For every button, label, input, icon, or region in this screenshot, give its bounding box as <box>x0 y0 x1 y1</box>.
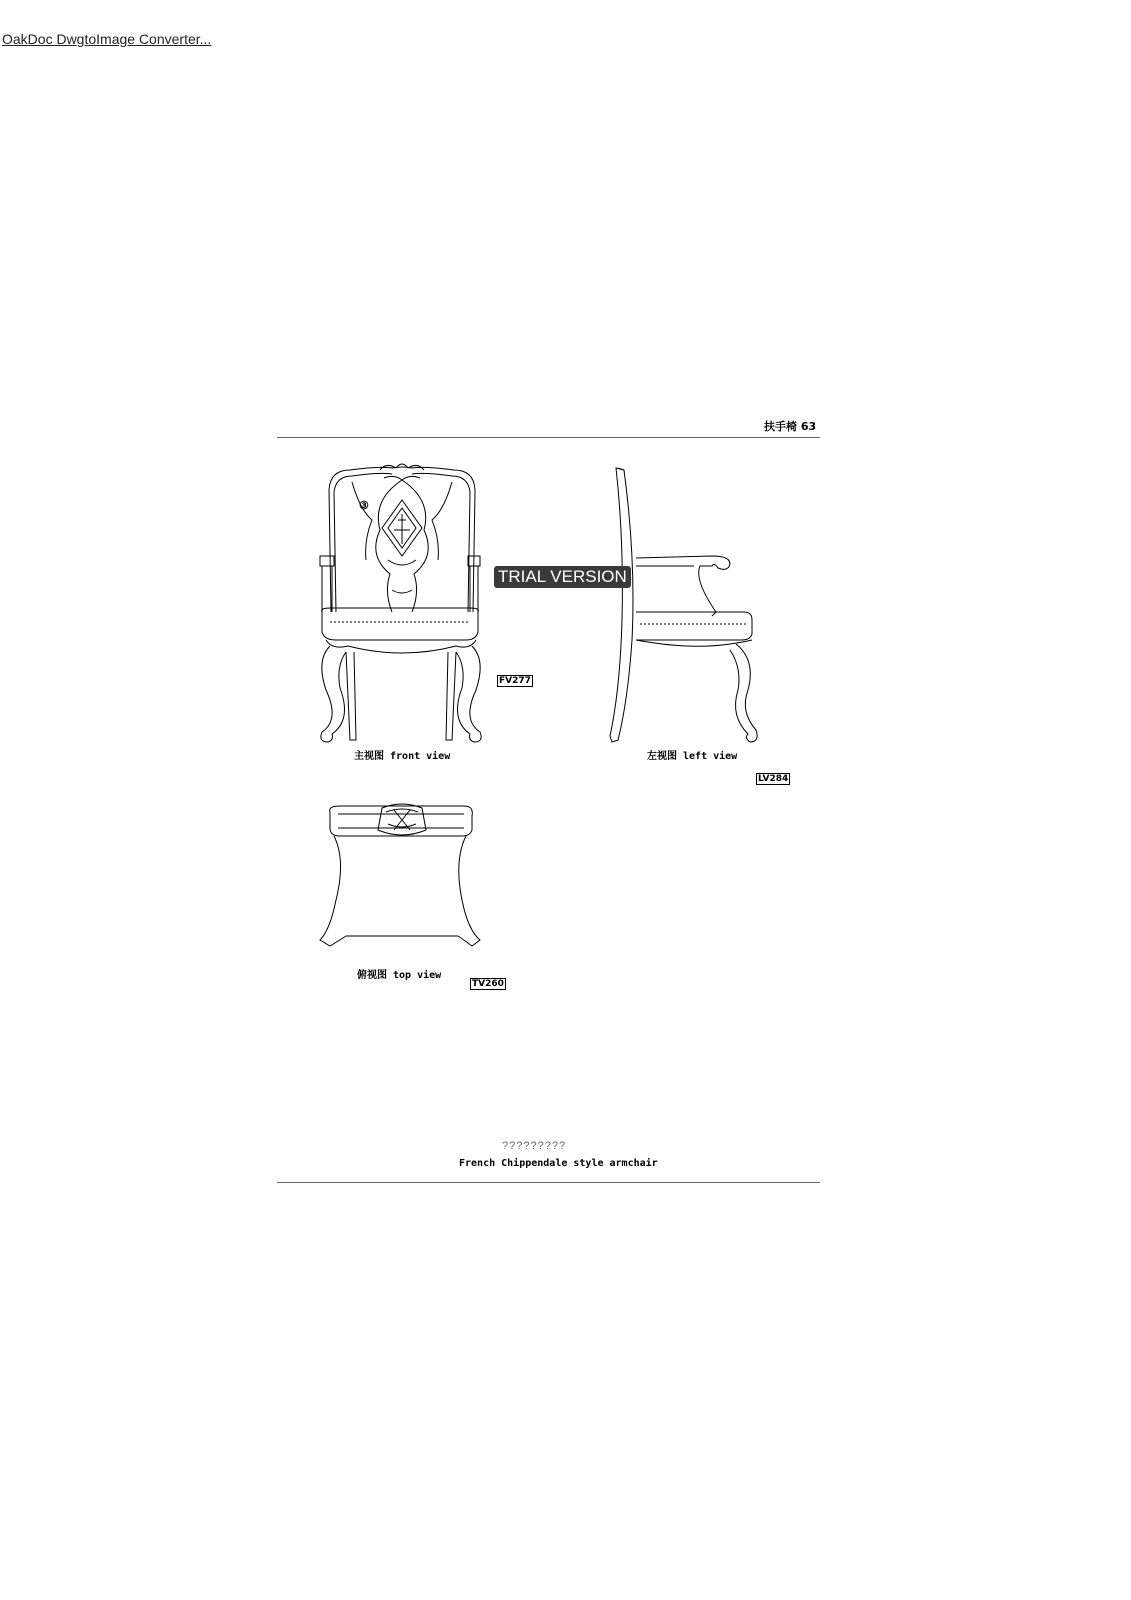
footer-title-zh: ????????? <box>502 1140 567 1152</box>
top-view-code: TV260 <box>472 979 504 989</box>
trial-watermark: TRIAL VERSION <box>494 566 631 588</box>
footer-title-en: French Chippendale style armchair <box>459 1158 658 1169</box>
page-header: 扶手椅 63 <box>764 420 817 433</box>
front-view-chair <box>320 464 481 742</box>
left-view-code: LV284 <box>758 774 789 784</box>
left-view-chair <box>610 468 757 742</box>
top-view-caption: 俯视图 top view <box>357 970 442 981</box>
front-view-caption: 主视图 front view <box>354 751 451 762</box>
front-view-marker: ③ <box>359 500 369 512</box>
left-view-caption: 左视图 left view <box>647 751 738 762</box>
converter-link[interactable]: OakDoc DwgtoImage Converter... <box>2 31 212 47</box>
top-view-chair <box>320 804 480 946</box>
front-view-code: FV277 <box>499 676 531 686</box>
